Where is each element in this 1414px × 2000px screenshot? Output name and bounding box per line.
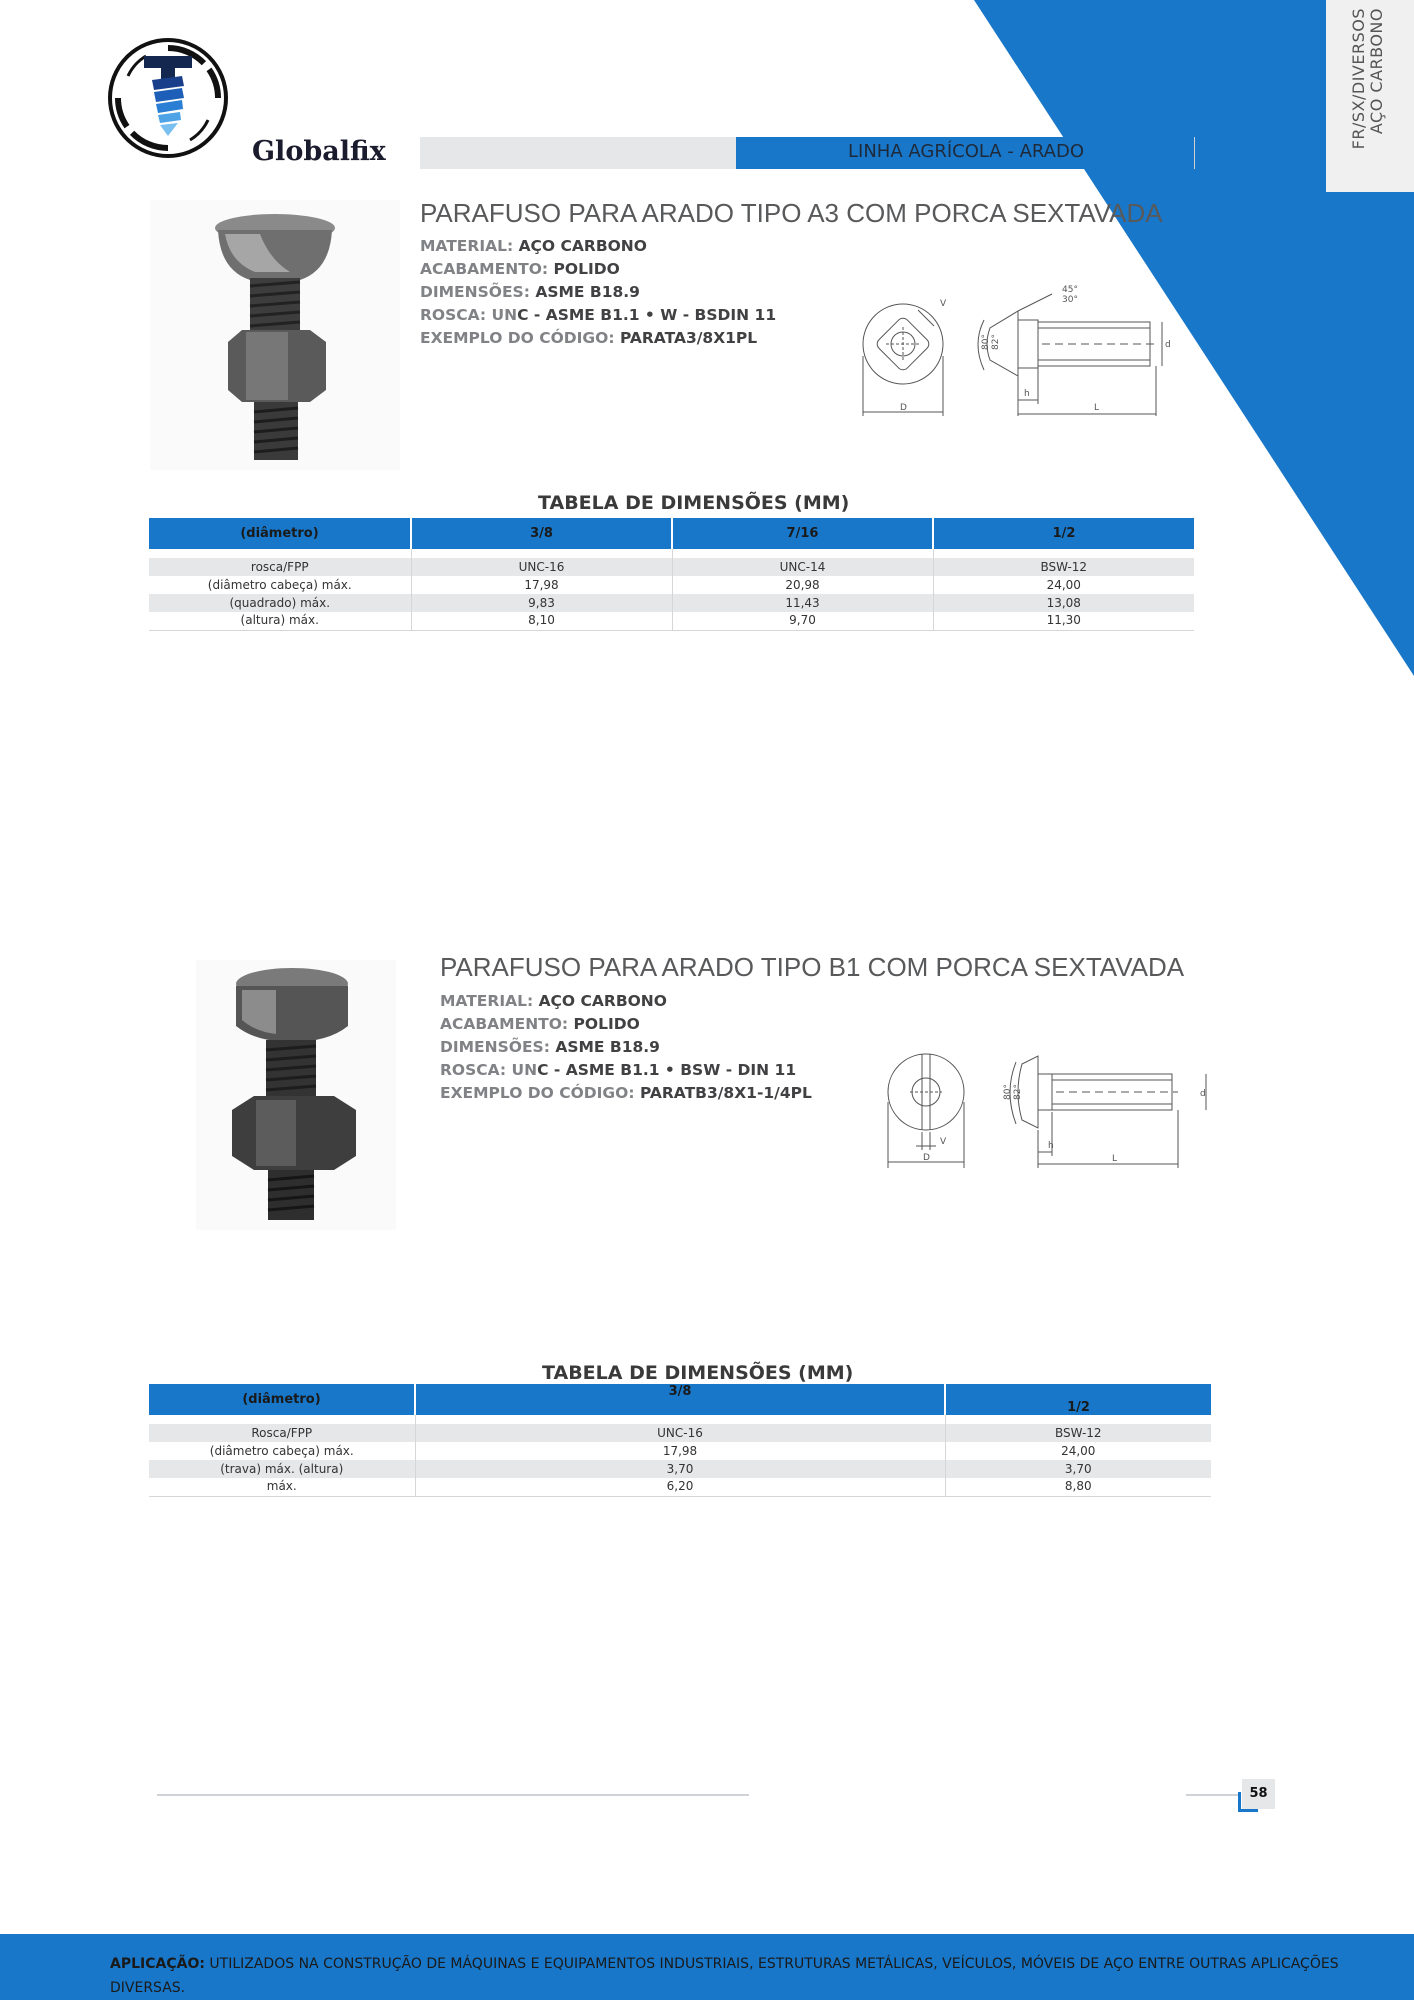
table-cell: 9,70 (672, 612, 933, 630)
table-header-cell: (diâmetro) (149, 1384, 415, 1415)
table-cell: (quadrado) máx. (149, 594, 411, 612)
dim-V-label: V (940, 1137, 947, 1147)
spec-thread (420, 304, 776, 327)
spec-key: MATERIAL: (420, 237, 514, 255)
dim-D-label: D (923, 1153, 930, 1163)
table-row (149, 612, 1194, 630)
dimensions-table-b1 (149, 1384, 1211, 1497)
spec-value: POLIDO (553, 260, 620, 278)
spec-finish (420, 258, 620, 281)
dim-angle-label: 80° (981, 334, 991, 350)
spec-key: ACABAMENTO: (440, 1015, 569, 1033)
table-row (149, 1442, 1211, 1460)
spec-material (420, 235, 647, 258)
spec-key: DIMENSÕES: (420, 283, 530, 301)
application-text (110, 1952, 1340, 2000)
spec-value: AÇO CARBONO (518, 237, 647, 255)
table-cell: 9,83 (411, 594, 672, 612)
spec-key: ACABAMENTO: (420, 260, 549, 278)
table-cell: 20,98 (672, 576, 933, 594)
table-cell: 8,10 (411, 612, 672, 630)
dim-h-label: h (1024, 389, 1030, 399)
table-cell: BSW-12 (945, 1424, 1211, 1442)
table-row (149, 576, 1194, 594)
spec-code-example (420, 327, 757, 350)
table-cell: 3,70 (945, 1460, 1211, 1478)
dim-d-label: d (1165, 340, 1171, 350)
side-tab-line2: FR/SX/DIVERSOS (1349, 8, 1368, 150)
table-cell (149, 1415, 415, 1424)
side-tab-line1: AÇO CARBONO (1367, 8, 1386, 135)
dim-angle-label: 80° (1003, 1084, 1013, 1100)
table-cell: máx. (149, 1478, 415, 1496)
spec-value: PARATB3/8X1-1/4PL (639, 1084, 812, 1102)
svg-text:82°: 82° (991, 334, 1001, 350)
spec-dimensions (420, 281, 640, 304)
table-header-cell: 3/8 (415, 1384, 945, 1415)
spec-value: C - ASME B1.1 • W - BSDIN 11 (517, 306, 777, 324)
product-photo-a3-bolt (150, 200, 400, 470)
product-title: PARAFUSO PARA ARADO TIPO B1 COM PORCA SEXTAVADA (440, 952, 1185, 982)
table-cell: 24,00 (1046, 577, 1081, 592)
table-row (149, 1424, 1211, 1442)
spec-dimensions (440, 1036, 660, 1059)
technical-drawing-a3 (856, 276, 1196, 422)
spec-key: ROSCA: UN (440, 1061, 538, 1079)
table-cell (672, 549, 933, 558)
spec-material (440, 990, 667, 1013)
table-cell: 3,70 (415, 1460, 945, 1478)
page-number: 58 (1242, 1779, 1275, 1809)
footer-divider-left (157, 1794, 749, 1796)
table-cell (933, 549, 1194, 558)
product-photo-b1-bolt (196, 960, 396, 1230)
spec-value: POLIDO (573, 1015, 640, 1033)
dim-d-label: d (1200, 1089, 1206, 1099)
table-cell: (diâmetro cabeça) máx. (149, 1442, 415, 1460)
table-cell: (diâmetro cabeça) máx. (149, 576, 411, 594)
dim-V-label: V (940, 299, 947, 309)
application-description: UTILIZADOS NA CONSTRUÇÃO DE MÁQUINAS E EQUIPAMENTOS INDUSTRIAIS, ESTRUTURAS METÁLICAS, VEÍCULOS, MÓVEIS DE AÇO ENTRE OUTRAS APLICAÇÕES DIVERSAS. (110, 1956, 1339, 1996)
dimensions-table-title: TABELA DE DIMENSÕES (MM) (538, 492, 850, 514)
table-cell: 8,80 (945, 1478, 1211, 1496)
spec-finish (440, 1013, 640, 1036)
spec-key: MATERIAL: (440, 992, 534, 1010)
dim-L-label: L (1094, 403, 1100, 413)
table-row (149, 594, 1194, 612)
table-cell: UNC-16 (411, 558, 672, 576)
table-row (149, 1460, 1211, 1478)
spec-value: PARATA3/8X1PL (619, 329, 758, 347)
technical-drawing-b1 (880, 1040, 1216, 1170)
table-header-cell: (diâmetro) (149, 518, 411, 549)
table-row (149, 558, 1194, 576)
globalfix-logo-icon (106, 36, 230, 160)
spec-value: C - ASME B1.1 • BSW - DIN 11 (537, 1061, 797, 1079)
table-cell (945, 1415, 1211, 1424)
header-divider (1194, 137, 1195, 169)
spec-key: ROSCA: UN (420, 306, 518, 324)
spec-key: DIMENSÕES: (440, 1038, 550, 1056)
svg-text:30°: 30° (1062, 295, 1078, 305)
table-cell: 11,43 (672, 594, 933, 612)
table-row (149, 1478, 1211, 1496)
spec-key: EXEMPLO DO CÓDIGO: (440, 1084, 635, 1102)
table-header-row (149, 1384, 1211, 1415)
table-cell: Rosca/FPP (149, 1424, 415, 1442)
header-gray-band (420, 137, 736, 169)
table-header-row (149, 518, 1194, 549)
dim-D-label: D (900, 403, 907, 413)
table-cell: 6,20 (415, 1478, 945, 1496)
table-cell: (altura) máx. (149, 612, 411, 630)
table-cell: UNC-16 (415, 1424, 945, 1442)
dim-h-label: h (1048, 1141, 1054, 1151)
table-header-cell: 3/8 (411, 518, 672, 549)
table-cell: rosca/FPP (149, 558, 411, 576)
dimensions-table-a3 (149, 518, 1194, 631)
table-cell: 24,00 (1061, 1443, 1096, 1458)
table-cell: 13,08 (933, 594, 1194, 612)
side-category-label (1340, 8, 1404, 183)
application-label: APLICAÇÃO: (110, 1956, 205, 1972)
table-header-cell: 1/2 (945, 1384, 1211, 1415)
dim-L-label: L (1112, 1154, 1118, 1164)
svg-text:45°: 45° (1062, 285, 1078, 295)
table-cell (415, 1415, 945, 1424)
table-header-cell: 1/2 (933, 518, 1194, 549)
spec-value: ASME B18.9 (555, 1038, 660, 1056)
brand-name: Globalfix (252, 136, 386, 167)
table-header-cell: 7/16 (672, 518, 933, 549)
table-cell: (trava) máx. (altura) (149, 1460, 415, 1478)
spec-value: AÇO CARBONO (538, 992, 667, 1010)
table-cell: 17,98 (411, 576, 672, 594)
product-title: PARAFUSO PARA ARADO TIPO A3 COM PORCA SEXTAVADA (420, 198, 1163, 228)
footer-divider-right (1186, 1794, 1241, 1796)
table-cell: 11,30 (933, 612, 1194, 630)
table-cell: 17,98 (415, 1442, 945, 1460)
spec-code-example (440, 1082, 812, 1105)
spec-thread (440, 1059, 796, 1082)
spec-value: ASME B18.9 (535, 283, 640, 301)
table-cell (411, 549, 672, 558)
category-heading: LINHA AGRÍCOLA - ARADO (848, 141, 1084, 162)
spec-key: EXEMPLO DO CÓDIGO: (420, 329, 615, 347)
svg-text:82°: 82° (1013, 1084, 1023, 1100)
dimensions-table-title: TABELA DE DIMENSÕES (MM) (542, 1362, 854, 1384)
table-cell: UNC-14 (672, 558, 933, 576)
table-cell: BSW-12 (933, 558, 1194, 576)
table-cell (149, 549, 411, 558)
